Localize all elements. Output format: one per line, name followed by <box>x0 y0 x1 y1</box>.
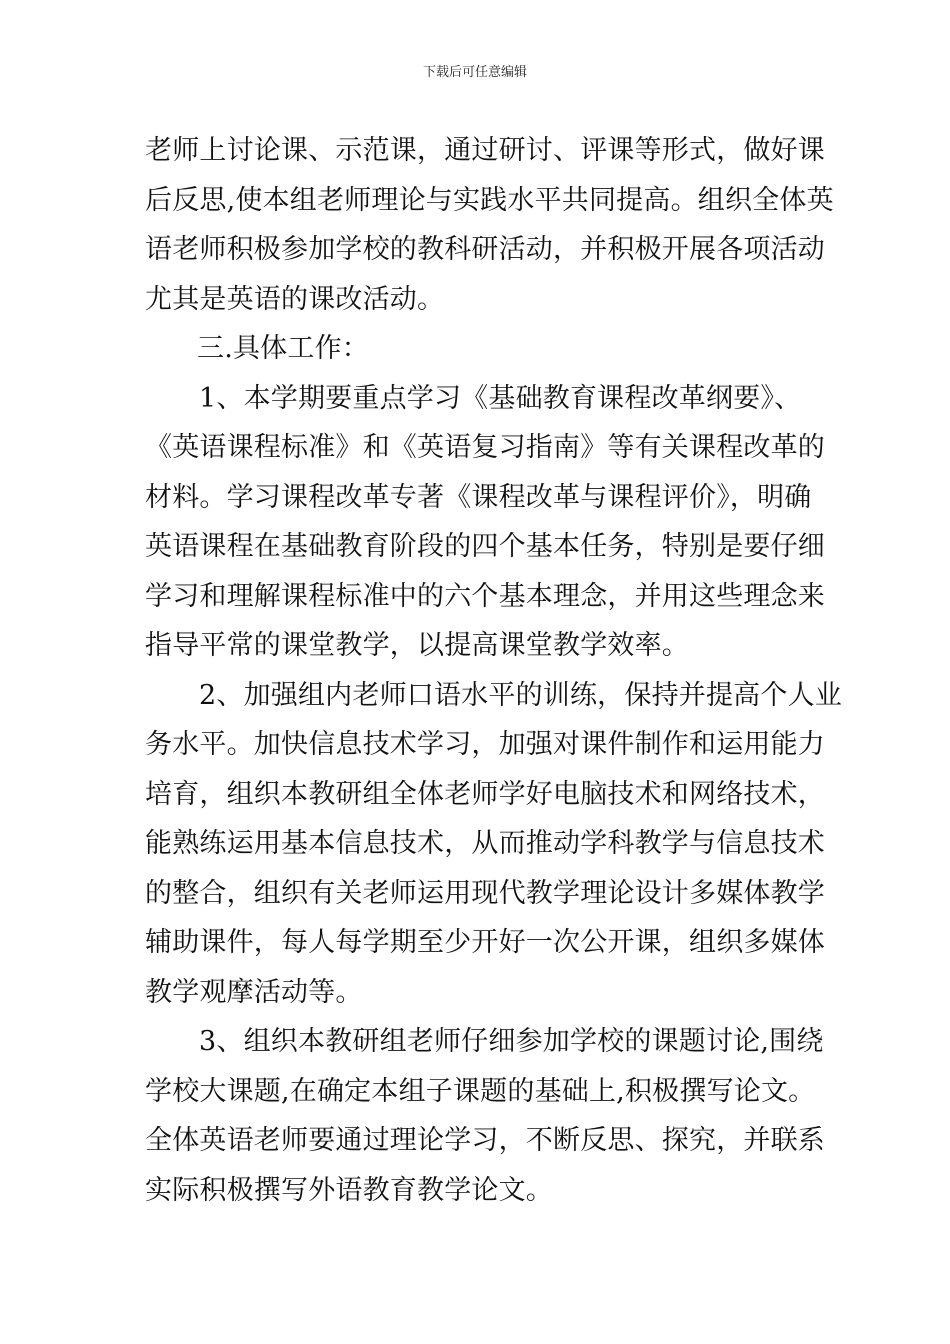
text-line: 培育，组织本教研组全体老师学好电脑技术和网络技术， <box>145 778 825 810</box>
section-heading-text: 三.具体工作： <box>197 333 369 364</box>
section-heading <box>145 324 810 374</box>
document-body <box>145 126 842 1215</box>
text-line: 指导平常的课堂教学，以提高课堂教学效率。 <box>145 630 689 661</box>
page-header: 下载后可任意编辑 <box>422 65 527 80</box>
text-line: 英语课程在基础教育阶段的四个基本任务，特别是要仔细 <box>145 531 825 562</box>
text-line: 2、加强组内老师口语水平的训练，保持并提高个人业 <box>199 679 842 711</box>
paragraph-item-2 <box>145 671 842 1018</box>
text-line: 学习和理解课程标准中的六个基本理念，并用这些理念来 <box>145 580 825 612</box>
text-line: 能熟练运用基本信息技术，从而推动学科教学与信息技术 <box>145 828 825 859</box>
paragraph-continuation <box>145 126 834 324</box>
text-line: 老师上讨论课、示范课，通过研讨、评课等形式，做好课 <box>145 135 825 166</box>
text-line: 的整合，组织有关老师运用现代教学理论设计多媒体教学 <box>145 877 825 909</box>
text-line: 《英语课程标准》和《英语复习指南》等有关课程改革的 <box>145 432 825 463</box>
text-line: 材料。学习课程改革专著《课程改革与课程评价》，明确 <box>145 481 812 513</box>
paragraph-item-1 <box>145 374 825 671</box>
text-line: 学校大课题,在确定本组子课题的基础上,积极撰写论文。 <box>145 1075 816 1107</box>
text-line: 务水平。加快信息技术学习，加强对课件制作和运用能力 <box>145 729 825 760</box>
text-line: 教学观摩活动等。 <box>145 976 363 1008</box>
text-line: 全体英语老师要通过理论学习，不断反思、探究，并联系 <box>145 1125 825 1156</box>
text-line: 尤其是英语的课改活动。 <box>145 283 445 315</box>
text-line: 3、组织本教研组老师仔细参加学校的课题讨论,围绕 <box>199 1026 824 1057</box>
paragraph-item-3 <box>145 1017 825 1215</box>
text-line: 后反思,使本组老师理论与实践水平共同提高。组织全体英 <box>145 184 834 216</box>
text-line: 1、本学期要重点学习《基础教育课程改革纲要》、 <box>199 382 802 414</box>
text-line: 语老师积极参加学校的教科研活动，并积极开展各项活动 <box>145 234 825 265</box>
text-line: 实际积极撰写外语教育教学论文。 <box>145 1174 553 1206</box>
text-line: 辅助课件，每人每学期至少开好一次公开课，组织多媒体 <box>145 927 825 958</box>
